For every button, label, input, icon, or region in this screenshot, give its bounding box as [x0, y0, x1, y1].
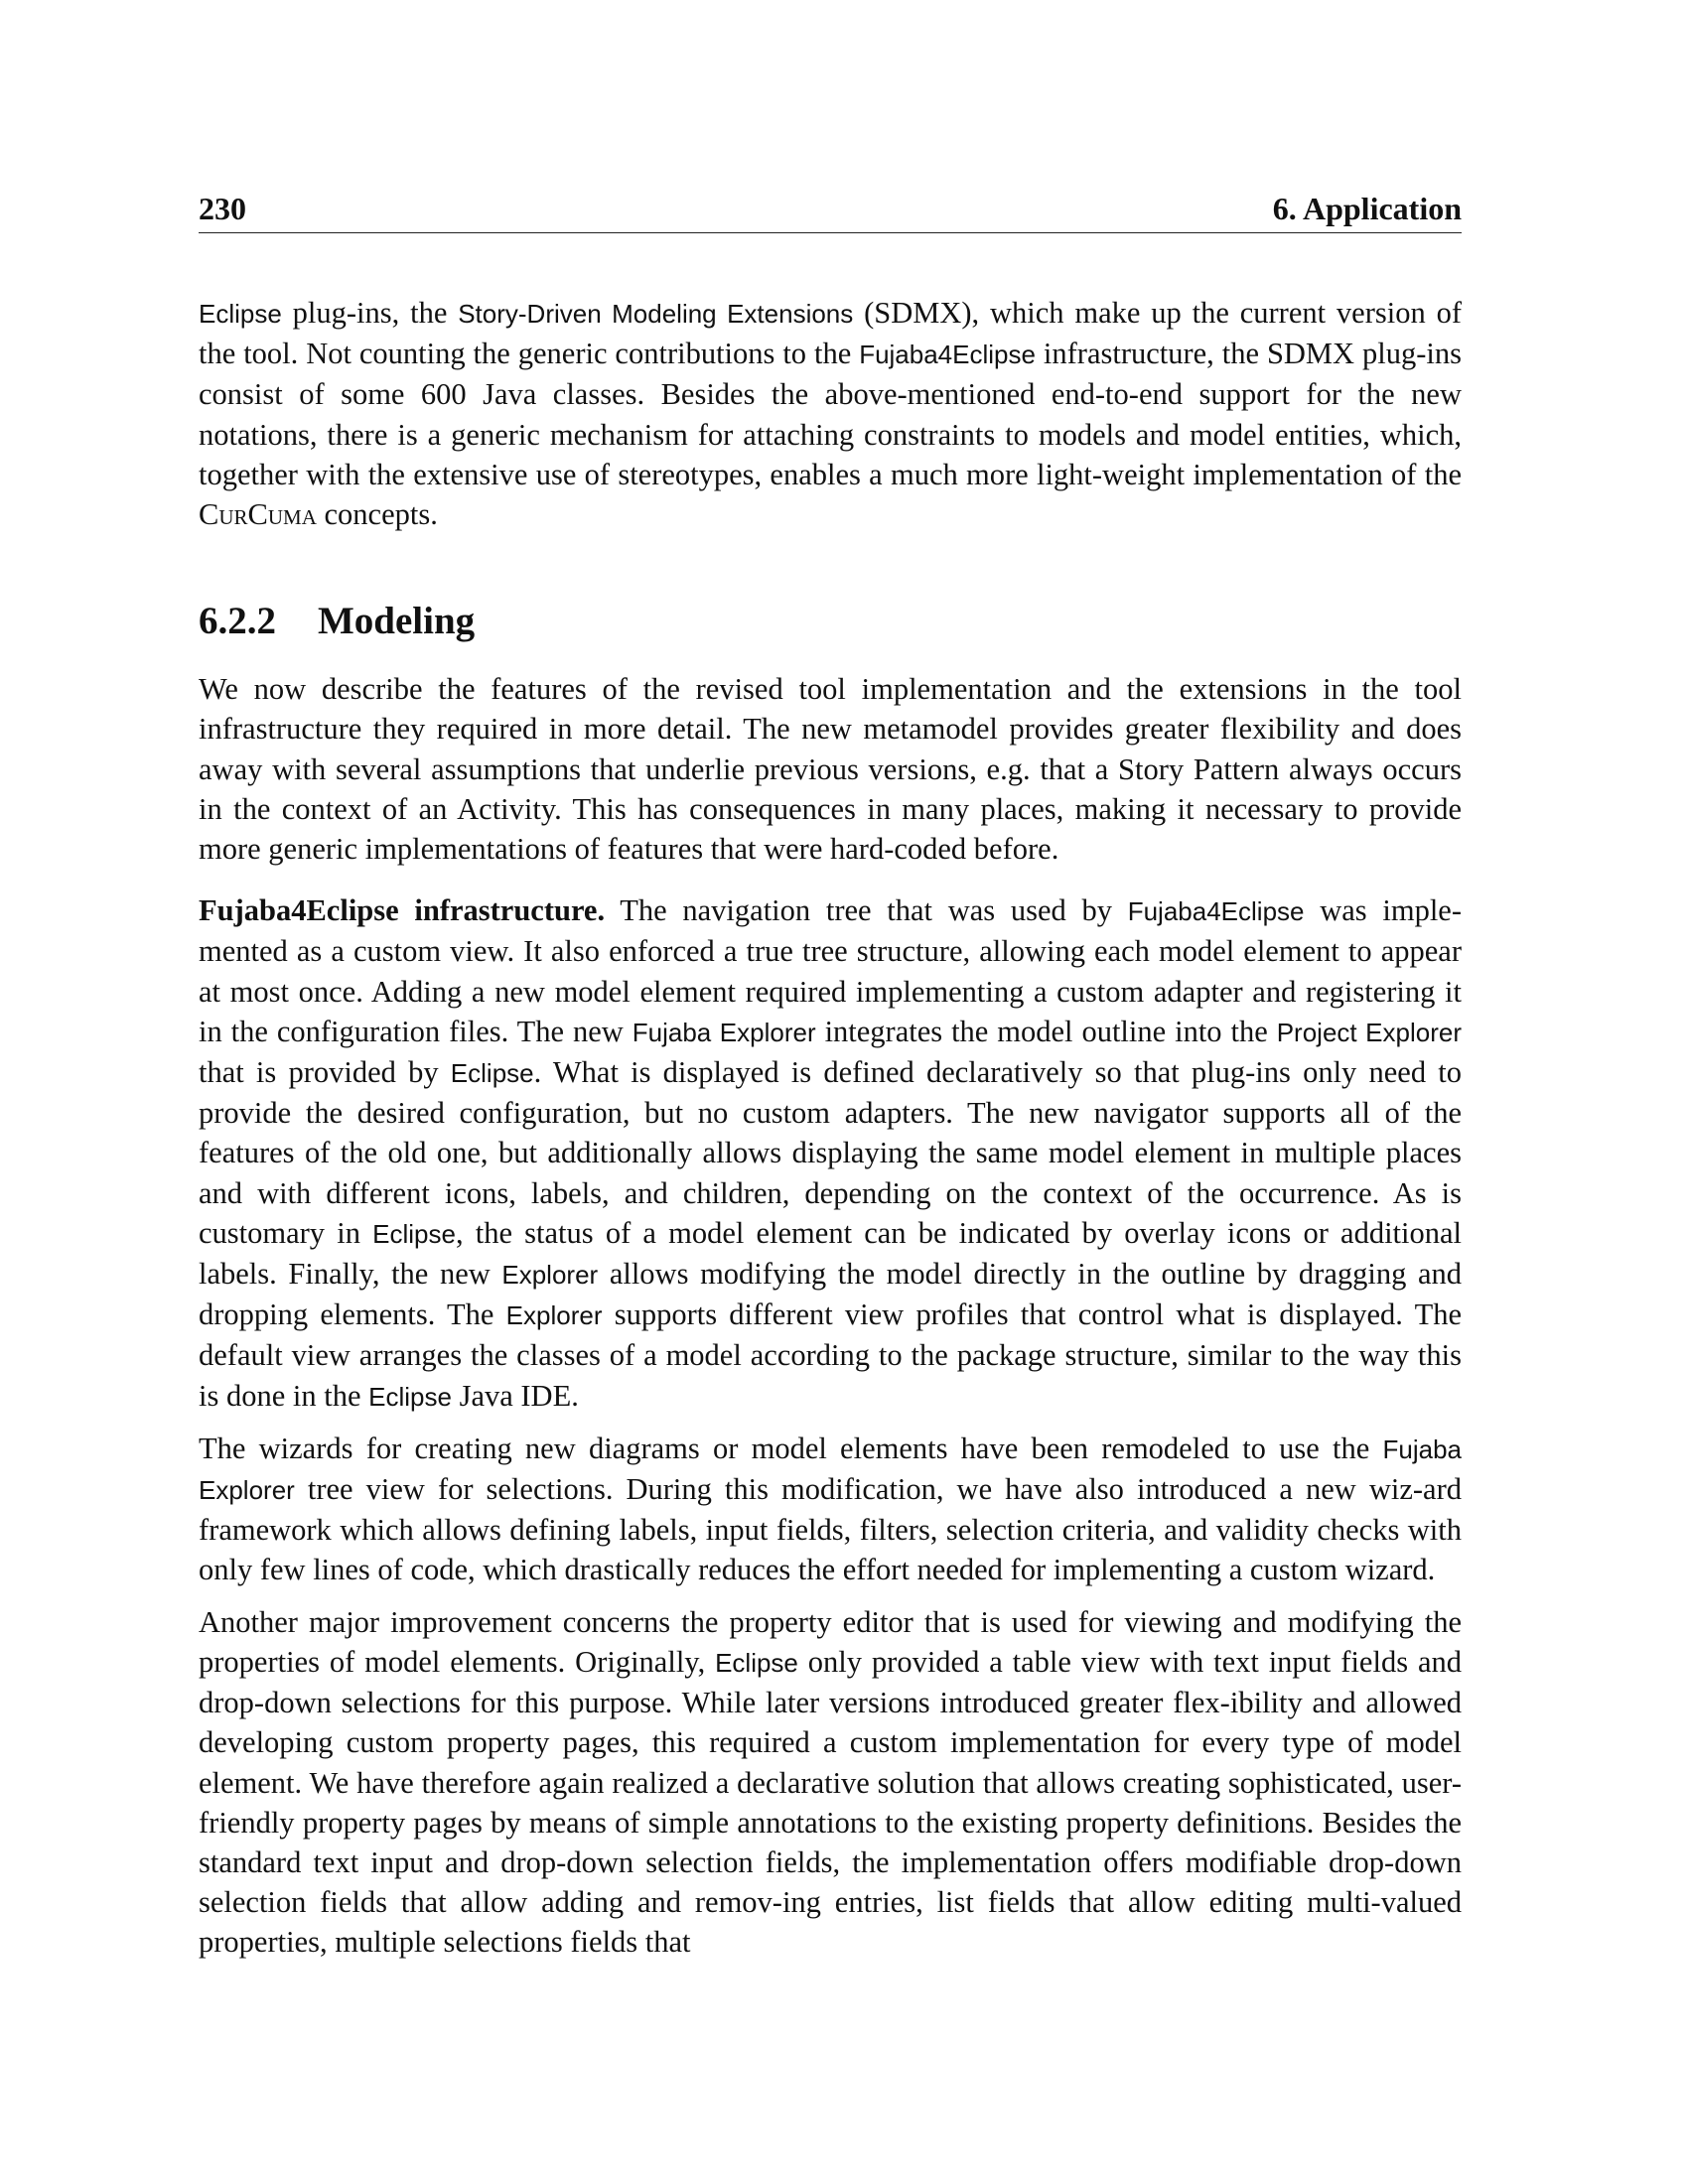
paragraph-1: Eclipse plug-ins, the Story-Driven Modeling Extensions (SDMX), which make up the current version of the tool. Not counting the generic contributions to the Fujaba4Eclipse infrastructure, the SDMX plug-ins consist of some 600 Java classes. Besides the above-mentioned end-to-end support for the new notations, there is a generic mechanism for attaching constraints to models and model entities, which, together with the extensive use of stereotypes, enables a much more light-weight implementation of the CurCuma concepts.: [199, 296, 1462, 532]
page: [199, 189, 1462, 1975]
paragraph-3: Fujaba4Eclipse infrastructure. The navigation tree that was used by Fujaba4Eclipse was imple-mented as a custom view. It also enforced a true tree structure, allowing each model element to appear at most once. Adding a new model element required implementing a custom adapter and registering it in the configuration files. The new Fujaba Explorer integrates the model outline into the Project Explorer that is provided by Eclipse. What is displayed is defined declaratively so that plug-ins only need to provide the desired configuration, but no custom adapters. The new navigator supports all of the features of the old one, but additionally allows displaying the same model element in multiple places and with different icons, labels, and children, depending on the context of the occurrence. As is customary in Eclipse, the status of a model element can be indicated by overlay icons or additional labels. Finally, the new Explorer allows modifying the model directly in the outline by dragging and dropping elements. The Explorer supports different view profiles that control what is displayed. The default view arranges the classes of a model according to the package structure, similar to the way this is done in the Eclipse Java IDE.: [199, 893, 1462, 1413]
paragraph-4: The wizards for creating new diagrams or model elements have been remodeled to use the Fujaba Explorer tree view for selections. During this modification, we have also introduced a new wiz-ard framework which allows defining labels, input fields, filters, selection criteria, and validity checks with only few lines of code, which drastically reduces the effort needed for implementing a custom wizard.: [199, 1431, 1462, 1587]
paragraph-5: Another major improvement concerns the property editor that is used for viewing and modifying the properties of model elements. Originally, Eclipse only provided a table view with text input fields and drop-down selections for this purpose. While later versions introduced greater flex-ibility and allowed developing custom property pages, this required a custom implementation for every type of model element. We have therefore again realized a declarative solution that allows creating sophisticated, user-friendly property pages by means of simple annotations to the existing property definitions. Besides the standard text input and drop-down selection fields, the implementation offers modifiable drop-down selection fields that allow adding and remov-ing entries, list fields that allow editing multi-valued properties, multiple selections fields that: [199, 1604, 1462, 1960]
paragraph-heading: Fujaba4Eclipse infrastructure.: [199, 893, 606, 928]
term-curcuma: CurCuma: [199, 497, 317, 532]
term-sdmx: Story-Driven Modeling Extensions: [458, 299, 854, 329]
section-title: Modeling: [318, 600, 476, 643]
section-number: 6.2.2: [199, 600, 276, 643]
body-text: [199, 293, 1462, 1963]
page-number: 230: [199, 191, 246, 226]
running-head: [199, 189, 1462, 233]
paragraph-2: We now describe the features of the revised tool implementation and the extensions in the tool infrastructure they required in more detail. The new metamodel provides greater flexibility and does away with several assumptions that underlie previous versions, e.g. that a Story Pattern always occurs in the context of an Activity. This has consequences in many places, making it necessary to provide more generic implementations of features that were hard-coded before.: [199, 672, 1462, 867]
term-eclipse: Eclipse: [199, 299, 282, 329]
term-fujaba4eclipse: Fujaba4Eclipse: [859, 340, 1036, 370]
chapter-title: 6. Application: [1272, 191, 1462, 226]
section-heading: [199, 598, 1462, 645]
